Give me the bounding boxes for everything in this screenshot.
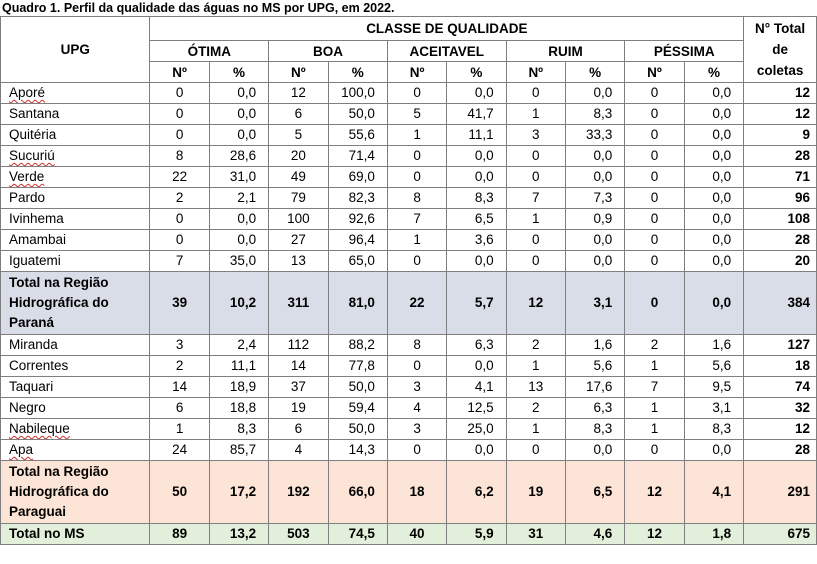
percent-cell: 41,7	[447, 104, 506, 125]
count-cell: 3	[150, 335, 209, 356]
percent-cell: 0,0	[209, 209, 268, 230]
percent-cell: 3,6	[447, 230, 506, 251]
count-cell: 1	[506, 209, 565, 230]
percent-cell: 1,6	[565, 335, 624, 356]
percent-cell: 6,5	[447, 209, 506, 230]
total-row	[1, 272, 817, 335]
count-cell: 7	[506, 188, 565, 209]
total-collections-cell: 96	[744, 188, 817, 209]
percent-cell: 0,0	[209, 230, 268, 251]
pct-subheader: %	[684, 62, 744, 83]
table-caption: Quadro 1. Perfil da qualidade das águas no MS por UPG, em 2022.	[2, 1, 395, 15]
percent-cell: 8,3	[447, 188, 506, 209]
percent-cell: 7,3	[565, 188, 624, 209]
percent-cell: 8,3	[684, 419, 744, 440]
total-collections-cell: 28	[744, 146, 817, 167]
count-cell: 112	[269, 335, 328, 356]
count-cell: 22	[387, 272, 446, 335]
count-cell: 0	[150, 230, 209, 251]
count-cell: 50	[150, 461, 209, 524]
percent-cell: 0,0	[447, 146, 506, 167]
percent-cell: 2,1	[209, 188, 268, 209]
table-row	[1, 419, 817, 440]
upg-name-cell: Iguatemi	[1, 251, 150, 272]
table-row	[1, 356, 817, 377]
count-cell: 1	[506, 104, 565, 125]
count-cell: 13	[269, 251, 328, 272]
count-cell: 0	[625, 251, 684, 272]
class-header-pessima: PÉSSIMA	[625, 41, 744, 62]
count-cell: 1	[625, 398, 684, 419]
percent-cell: 0,0	[684, 251, 744, 272]
percent-cell: 0,0	[565, 251, 624, 272]
count-cell: 7	[387, 209, 446, 230]
percent-cell: 0,0	[684, 104, 744, 125]
count-cell: 0	[506, 251, 565, 272]
count-cell: 2	[150, 356, 209, 377]
total-collections-header	[744, 17, 817, 83]
upg-name-text: Nabileque	[9, 421, 70, 436]
percent-cell: 0,0	[684, 125, 744, 146]
count-cell: 0	[387, 251, 446, 272]
count-cell: 0	[625, 440, 684, 461]
count-cell: 40	[387, 524, 446, 545]
count-cell: 8	[387, 335, 446, 356]
count-cell: 31	[506, 524, 565, 545]
percent-cell: 12,5	[447, 398, 506, 419]
count-cell: 19	[269, 398, 328, 419]
count-cell: 6	[150, 398, 209, 419]
count-cell: 6	[269, 419, 328, 440]
total-collections-cell: 675	[744, 524, 817, 545]
upg-name-cell: Miranda	[1, 335, 150, 356]
count-cell: 0	[625, 83, 684, 104]
num-subheader: Nº	[150, 62, 209, 83]
count-cell: 1	[506, 356, 565, 377]
num-subheader: Nº	[269, 62, 328, 83]
count-cell: 79	[269, 188, 328, 209]
count-cell: 2	[150, 188, 209, 209]
percent-cell: 0,0	[565, 230, 624, 251]
percent-cell: 59,4	[328, 398, 387, 419]
table-row	[1, 146, 817, 167]
count-cell: 12	[625, 524, 684, 545]
percent-cell: 85,7	[209, 440, 268, 461]
percent-cell: 14,3	[328, 440, 387, 461]
percent-cell: 69,0	[328, 167, 387, 188]
percent-cell: 35,0	[209, 251, 268, 272]
percent-cell: 17,6	[565, 377, 624, 398]
table-row	[1, 377, 817, 398]
percent-cell: 6,2	[447, 461, 506, 524]
upg-name-text: Sucuriú	[9, 148, 55, 163]
count-cell: 8	[387, 188, 446, 209]
percent-cell: 0,0	[684, 188, 744, 209]
count-cell: 100	[269, 209, 328, 230]
percent-cell: 4,6	[565, 524, 624, 545]
percent-cell: 0,0	[684, 83, 744, 104]
percent-cell: 0,0	[565, 83, 624, 104]
percent-cell: 82,3	[328, 188, 387, 209]
percent-cell: 9,5	[684, 377, 744, 398]
total-row-label: Total na Região Hidrográfica do Paraguai	[1, 461, 150, 524]
count-cell: 0	[150, 125, 209, 146]
count-cell: 13	[506, 377, 565, 398]
percent-cell: 0,0	[684, 146, 744, 167]
table-row	[1, 83, 817, 104]
total-row	[1, 524, 817, 545]
percent-cell: 28,6	[209, 146, 268, 167]
total-collections-cell: 12	[744, 419, 817, 440]
percent-cell: 71,4	[328, 146, 387, 167]
percent-cell: 17,2	[209, 461, 268, 524]
pct-subheader: %	[447, 62, 506, 83]
num-subheader: Nº	[387, 62, 446, 83]
total-collections-cell: 32	[744, 398, 817, 419]
total-header-line2: de	[772, 42, 788, 57]
percent-cell: 3,1	[684, 398, 744, 419]
percent-cell: 0,9	[565, 209, 624, 230]
upg-name-cell: Negro	[1, 398, 150, 419]
total-collections-cell: 291	[744, 461, 817, 524]
upg-name-cell: Taquari	[1, 377, 150, 398]
percent-cell: 0,0	[684, 209, 744, 230]
count-cell: 5	[269, 125, 328, 146]
count-cell: 4	[387, 398, 446, 419]
count-cell: 1	[150, 419, 209, 440]
count-cell: 0	[625, 209, 684, 230]
count-cell: 14	[150, 377, 209, 398]
upg-name-cell: Correntes	[1, 356, 150, 377]
count-cell: 3	[387, 377, 446, 398]
percent-cell: 0,0	[684, 230, 744, 251]
count-cell: 0	[150, 104, 209, 125]
count-cell: 2	[506, 398, 565, 419]
count-cell: 0	[625, 272, 684, 335]
upg-name-cell: Quitéria	[1, 125, 150, 146]
count-cell: 0	[625, 104, 684, 125]
count-cell: 24	[150, 440, 209, 461]
total-row	[1, 461, 817, 524]
table-row	[1, 188, 817, 209]
table-row	[1, 440, 817, 461]
class-header-ruim: RUIM	[506, 41, 625, 62]
upg-name-cell	[1, 440, 150, 461]
percent-cell: 74,5	[328, 524, 387, 545]
percent-cell: 0,0	[565, 146, 624, 167]
count-cell: 1	[506, 419, 565, 440]
percent-cell: 5,7	[447, 272, 506, 335]
upg-name-cell: Pardo	[1, 188, 150, 209]
class-header-aceitavel: ACEITAVEL	[387, 41, 506, 62]
percent-cell: 77,8	[328, 356, 387, 377]
percent-cell: 25,0	[447, 419, 506, 440]
percent-cell: 4,1	[447, 377, 506, 398]
upg-name-cell: Amambai	[1, 230, 150, 251]
count-cell: 0	[506, 230, 565, 251]
count-cell: 0	[387, 356, 446, 377]
total-collections-cell: 108	[744, 209, 817, 230]
total-collections-cell: 384	[744, 272, 817, 335]
count-cell: 37	[269, 377, 328, 398]
count-cell: 12	[269, 83, 328, 104]
percent-cell: 11,1	[209, 356, 268, 377]
percent-cell: 0,0	[565, 440, 624, 461]
upg-name-cell: Ivinhema	[1, 209, 150, 230]
total-collections-cell: 28	[744, 440, 817, 461]
count-cell: 0	[387, 83, 446, 104]
percent-cell: 6,3	[565, 398, 624, 419]
count-cell: 0	[506, 146, 565, 167]
count-cell: 503	[269, 524, 328, 545]
count-cell: 5	[387, 104, 446, 125]
table-row	[1, 167, 817, 188]
table-row	[1, 398, 817, 419]
percent-cell: 100,0	[328, 83, 387, 104]
percent-cell: 0,0	[209, 83, 268, 104]
count-cell: 6	[269, 104, 328, 125]
percent-cell: 1,6	[684, 335, 744, 356]
upg-name-cell	[1, 83, 150, 104]
count-cell: 18	[387, 461, 446, 524]
count-cell: 27	[269, 230, 328, 251]
count-cell: 0	[150, 209, 209, 230]
count-cell: 12	[625, 461, 684, 524]
percent-cell: 4,1	[684, 461, 744, 524]
total-header-line1: N° Total	[755, 21, 806, 36]
upg-name-text: Aporé	[9, 85, 46, 100]
percent-cell: 6,5	[565, 461, 624, 524]
count-cell: 0	[387, 146, 446, 167]
percent-cell: 5,9	[447, 524, 506, 545]
percent-cell: 0,0	[447, 83, 506, 104]
percent-cell: 5,6	[565, 356, 624, 377]
table-body	[1, 83, 817, 545]
percent-cell: 0,0	[447, 251, 506, 272]
percent-cell: 0,0	[684, 272, 744, 335]
count-cell: 0	[506, 83, 565, 104]
upg-header: UPG	[1, 17, 150, 83]
percent-cell: 50,0	[328, 104, 387, 125]
count-cell: 3	[506, 125, 565, 146]
count-cell: 192	[269, 461, 328, 524]
count-cell: 0	[387, 167, 446, 188]
percent-cell: 33,3	[565, 125, 624, 146]
upg-name-text: Verde	[9, 169, 45, 184]
upg-name-text: Apa	[9, 442, 34, 457]
percent-cell: 11,1	[447, 125, 506, 146]
percent-cell: 50,0	[328, 377, 387, 398]
pct-subheader: %	[209, 62, 268, 83]
percent-cell: 65,0	[328, 251, 387, 272]
percent-cell: 88,2	[328, 335, 387, 356]
count-cell: 0	[150, 83, 209, 104]
count-cell: 0	[625, 188, 684, 209]
table-row	[1, 230, 817, 251]
total-row-label: Total no MS	[1, 524, 150, 545]
upg-name-cell: Santana	[1, 104, 150, 125]
count-cell: 12	[506, 272, 565, 335]
percent-cell: 8,3	[209, 419, 268, 440]
total-collections-cell: 71	[744, 167, 817, 188]
pct-subheader: %	[565, 62, 624, 83]
water-quality-table	[0, 16, 817, 545]
count-cell: 7	[625, 377, 684, 398]
num-subheader: Nº	[625, 62, 684, 83]
table-row	[1, 209, 817, 230]
quality-class-header: CLASSE DE QUALIDADE	[150, 17, 744, 41]
total-collections-cell: 12	[744, 83, 817, 104]
count-cell: 0	[625, 167, 684, 188]
count-cell: 7	[150, 251, 209, 272]
class-header-otima: ÓTIMA	[150, 41, 269, 62]
percent-cell: 0,0	[684, 440, 744, 461]
percent-cell: 0,0	[565, 167, 624, 188]
table-row	[1, 125, 817, 146]
percent-cell: 0,0	[209, 104, 268, 125]
percent-cell: 55,6	[328, 125, 387, 146]
count-cell: 0	[625, 146, 684, 167]
table-header	[1, 17, 817, 83]
percent-cell: 31,0	[209, 167, 268, 188]
count-cell: 2	[506, 335, 565, 356]
total-header-line3: coletas	[756, 63, 804, 78]
percent-cell: 5,6	[684, 356, 744, 377]
percent-cell: 8,3	[565, 104, 624, 125]
count-cell: 14	[269, 356, 328, 377]
count-cell: 1	[625, 356, 684, 377]
upg-name-cell	[1, 419, 150, 440]
count-cell: 2	[625, 335, 684, 356]
percent-cell: 0,0	[447, 440, 506, 461]
percent-cell: 81,0	[328, 272, 387, 335]
pct-subheader: %	[328, 62, 387, 83]
table-row	[1, 104, 817, 125]
count-cell: 3	[387, 419, 446, 440]
count-cell: 20	[269, 146, 328, 167]
count-cell: 8	[150, 146, 209, 167]
percent-cell: 18,8	[209, 398, 268, 419]
percent-cell: 1,8	[684, 524, 744, 545]
percent-cell: 0,0	[447, 356, 506, 377]
total-row-label: Total na Região Hidrográfica do Paraná	[1, 272, 150, 335]
count-cell: 0	[625, 125, 684, 146]
upg-name-cell	[1, 146, 150, 167]
count-cell: 19	[506, 461, 565, 524]
percent-cell: 66,0	[328, 461, 387, 524]
percent-cell: 3,1	[565, 272, 624, 335]
percent-cell: 92,6	[328, 209, 387, 230]
percent-cell: 0,0	[209, 125, 268, 146]
percent-cell: 96,4	[328, 230, 387, 251]
count-cell: 89	[150, 524, 209, 545]
count-cell: 0	[625, 230, 684, 251]
total-collections-cell: 28	[744, 230, 817, 251]
percent-cell: 2,4	[209, 335, 268, 356]
num-subheader: Nº	[506, 62, 565, 83]
percent-cell: 18,9	[209, 377, 268, 398]
percent-cell: 13,2	[209, 524, 268, 545]
percent-cell: 0,0	[684, 167, 744, 188]
count-cell: 1	[625, 419, 684, 440]
count-cell: 39	[150, 272, 209, 335]
percent-cell: 10,2	[209, 272, 268, 335]
count-cell: 311	[269, 272, 328, 335]
percent-cell: 50,0	[328, 419, 387, 440]
count-cell: 1	[387, 230, 446, 251]
total-collections-cell: 12	[744, 104, 817, 125]
total-collections-cell: 20	[744, 251, 817, 272]
table-row	[1, 335, 817, 356]
count-cell: 22	[150, 167, 209, 188]
total-collections-cell: 18	[744, 356, 817, 377]
percent-cell: 0,0	[447, 167, 506, 188]
count-cell: 4	[269, 440, 328, 461]
count-cell: 0	[387, 440, 446, 461]
table-row	[1, 251, 817, 272]
count-cell: 0	[506, 440, 565, 461]
percent-cell: 6,3	[447, 335, 506, 356]
total-collections-cell: 9	[744, 125, 817, 146]
total-collections-cell: 74	[744, 377, 817, 398]
upg-name-cell	[1, 167, 150, 188]
count-cell: 1	[387, 125, 446, 146]
count-cell: 0	[506, 167, 565, 188]
count-cell: 49	[269, 167, 328, 188]
class-header-boa: BOA	[269, 41, 388, 62]
total-collections-cell: 127	[744, 335, 817, 356]
percent-cell: 8,3	[565, 419, 624, 440]
